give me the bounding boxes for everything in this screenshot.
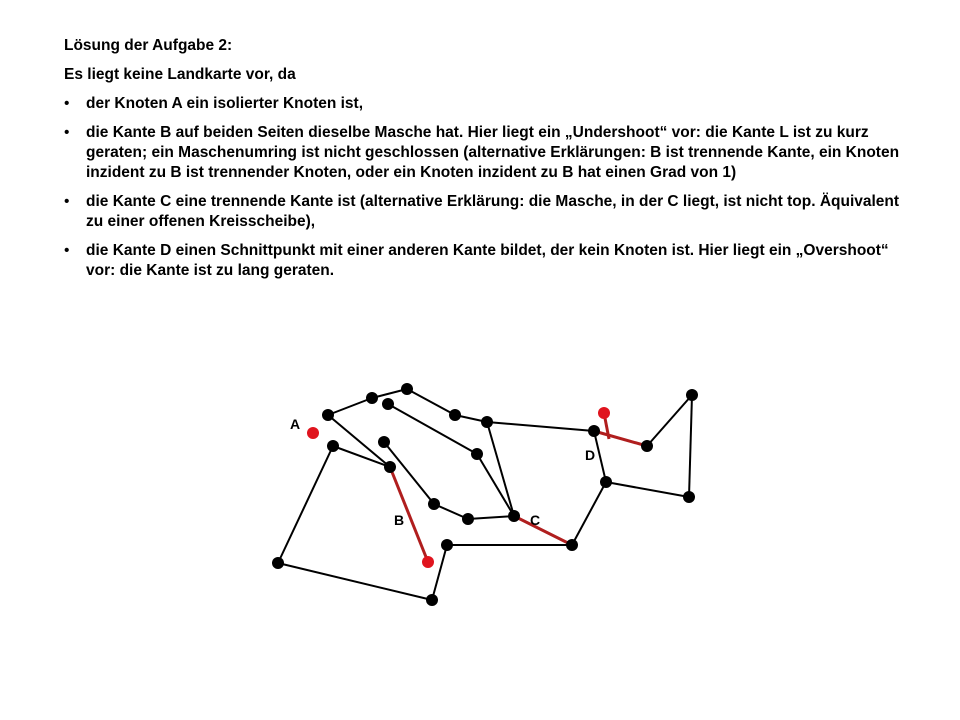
solution-intro: Es liegt keine Landkarte vor, da	[64, 66, 296, 83]
node	[401, 383, 413, 395]
edge	[278, 563, 432, 600]
node	[441, 539, 453, 551]
edge-d-overshoot	[594, 431, 647, 446]
node	[462, 513, 474, 525]
node	[327, 440, 339, 452]
node-a-isolated	[307, 427, 319, 439]
edge	[487, 422, 594, 431]
edge	[432, 545, 447, 600]
node	[366, 392, 378, 404]
node	[378, 436, 390, 448]
node	[382, 398, 394, 410]
edge	[407, 389, 455, 415]
bullet-icon: •	[64, 124, 70, 141]
label-c: C	[530, 512, 541, 528]
edge	[477, 454, 514, 516]
node	[272, 557, 284, 569]
label-b: B	[394, 512, 405, 528]
bullet-icon: •	[64, 242, 70, 259]
node	[683, 491, 695, 503]
reason-text-d: die Kante D einen Schnittpunkt mit einer anderen Kante bildet, der kein Knoten ist. Hier liegt ein „Overshoot“ vor: die Kante ist zu lang geraten.	[86, 242, 889, 279]
edge	[328, 398, 372, 415]
edge	[689, 395, 692, 497]
edge	[572, 482, 606, 545]
edge	[468, 516, 514, 519]
edge	[606, 482, 689, 497]
node	[449, 409, 461, 421]
solution-heading: Lösung der Aufgabe 2:	[64, 37, 233, 54]
node	[588, 425, 600, 437]
edge	[647, 395, 692, 446]
bullet-icon: •	[64, 193, 70, 210]
edge	[278, 446, 333, 563]
reason-text-c: die Kante C eine trennende Kante ist (alternative Erklärung: die Masche, in der C liegt, ist nicht top. Äquivalent zu einer offenen Kreisscheibe),	[86, 193, 900, 230]
node	[686, 389, 698, 401]
node	[481, 416, 493, 428]
node-b-end	[422, 556, 434, 568]
node	[641, 440, 653, 452]
edge-c	[514, 516, 572, 545]
node	[384, 461, 396, 473]
reason-text-b: die Kante B auf beiden Seiten dieselbe Masche hat. Hier liegt ein „Undershoot“ vor: die Kante L ist zu kurz geraten; ein Maschenumring ist nicht geschlossen (alternative Erklärungen: B ist trennende Kante, ein Knoten inzident zu B ist trennender Knoten, oder ein Knoten inzident zu B hat einen Grad von 1)	[86, 124, 900, 181]
node	[428, 498, 440, 510]
label-a: A	[290, 416, 301, 432]
reason-text-a: der Knoten A ein isolierter Knoten ist,	[86, 95, 364, 112]
edge	[388, 404, 477, 454]
edge	[594, 431, 606, 482]
node-d-end	[598, 407, 610, 419]
edge	[487, 422, 514, 516]
edge	[333, 446, 390, 467]
node	[322, 409, 334, 421]
node	[566, 539, 578, 551]
node	[600, 476, 612, 488]
node	[508, 510, 520, 522]
node	[471, 448, 483, 460]
bullet-icon: •	[64, 95, 70, 112]
node	[426, 594, 438, 606]
label-d: D	[585, 447, 596, 463]
